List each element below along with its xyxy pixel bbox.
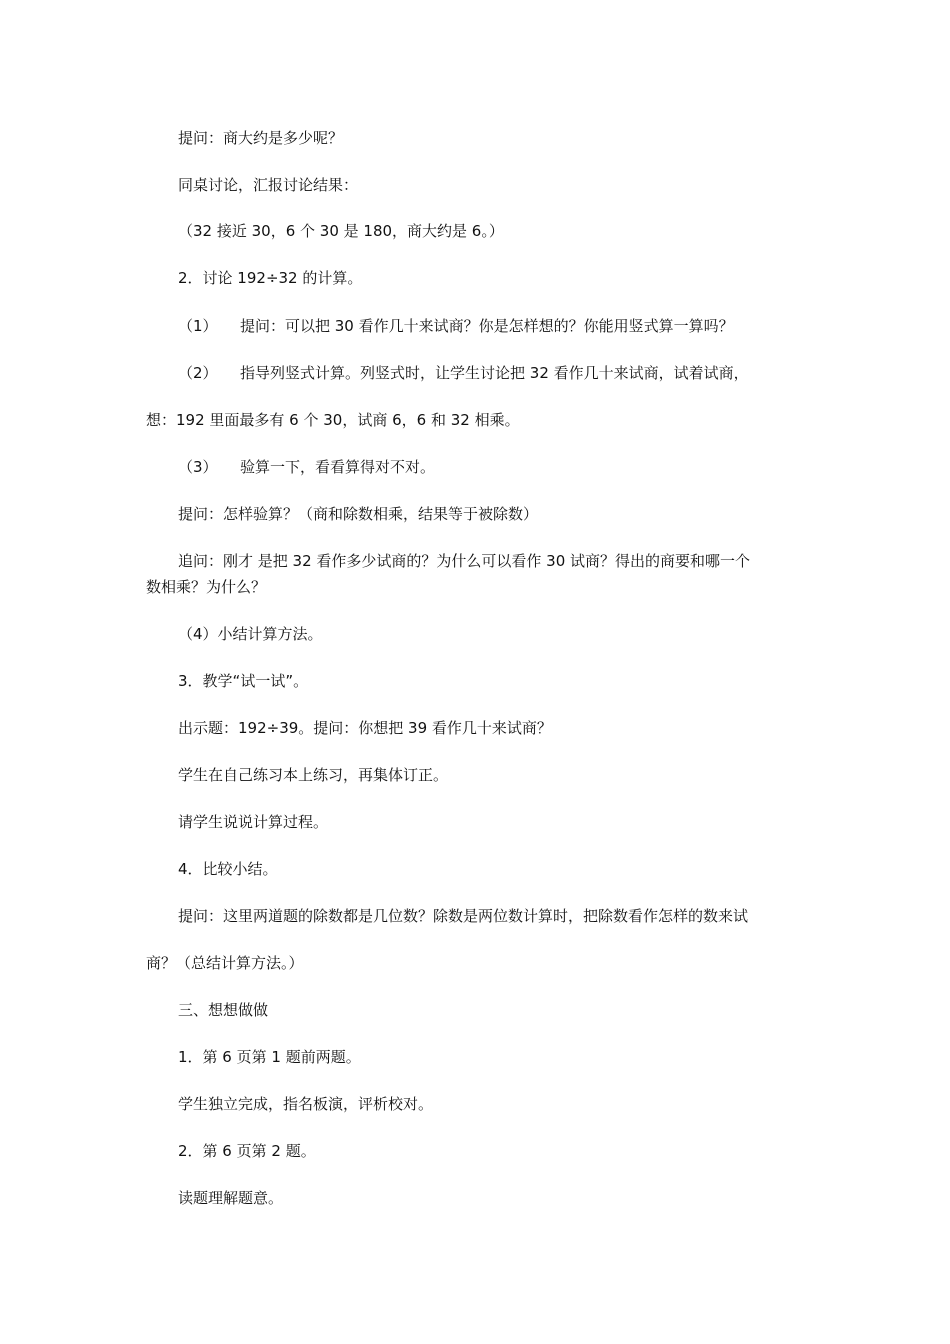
paragraph: 学生在自己练习本上练习，再集体订正。	[178, 766, 449, 784]
list-item	[178, 457, 435, 477]
list-item-text: 提问：可以把 30 看作几十来试商？你是怎样想的？你能用竖式算一算吗？	[240, 317, 734, 335]
paragraph: 提问：这里两道题的除数都是几位数？除数是两位数计算时，把除数看作怎样的数来试	[178, 907, 749, 925]
paragraph-continuation: 想：192 里面最多有 6 个 30，试商 6，6 和 32 相乘。	[146, 411, 520, 429]
paragraph-continuation: 商？（总结计算方法。）	[146, 954, 304, 972]
list-marker: （3）	[178, 458, 218, 476]
paragraph: 2．讨论 192÷32 的计算。	[178, 269, 363, 287]
paragraph: 追问：刚才 是把 32 看作多少试商的？为什么可以看作 30 试商？得出的商要和哪一个	[178, 552, 751, 570]
paragraph-continuation: 数相乘？为什么？	[146, 578, 267, 596]
paragraph: （32 接近 30，6 个 30 是 180，商大约是 6。）	[178, 222, 504, 240]
paragraph: 学生独立完成，指名板演，评析校对。	[178, 1095, 434, 1113]
list-marker: （1）	[178, 317, 218, 335]
list-marker: （2）	[178, 364, 218, 382]
section-heading: 三、想想做做	[178, 1001, 269, 1019]
paragraph: 提问：商大约是多少呢？	[178, 129, 344, 147]
paragraph: 出示题：192÷39。提问：你想把 39 看作几十来试商？	[178, 719, 552, 737]
paragraph: 1．第 6 页第 1 题前两题。	[178, 1048, 361, 1066]
section-heading: 3．教学“试一试”。	[178, 672, 309, 690]
paragraph: （4）小结计算方法。	[178, 625, 323, 643]
paragraph: 请学生说说计算过程。	[178, 813, 329, 831]
paragraph: 读题理解题意。	[178, 1189, 284, 1207]
list-item	[178, 363, 749, 383]
section-heading: 4．比较小结。	[178, 860, 278, 878]
paragraph: 提问：怎样验算？（商和除数相乘，结果等于被除数）	[178, 505, 539, 523]
paragraph: 同桌讨论，汇报讨论结果：	[178, 176, 359, 194]
list-item-text: 验算一下，看看算得对不对。	[240, 458, 436, 476]
list-item-text: 指导列竖式计算。列竖式时，让学生讨论把 32 看作几十来试商，试着试商，	[240, 364, 749, 382]
list-item	[178, 316, 734, 336]
paragraph: 2．第 6 页第 2 题。	[178, 1142, 316, 1160]
